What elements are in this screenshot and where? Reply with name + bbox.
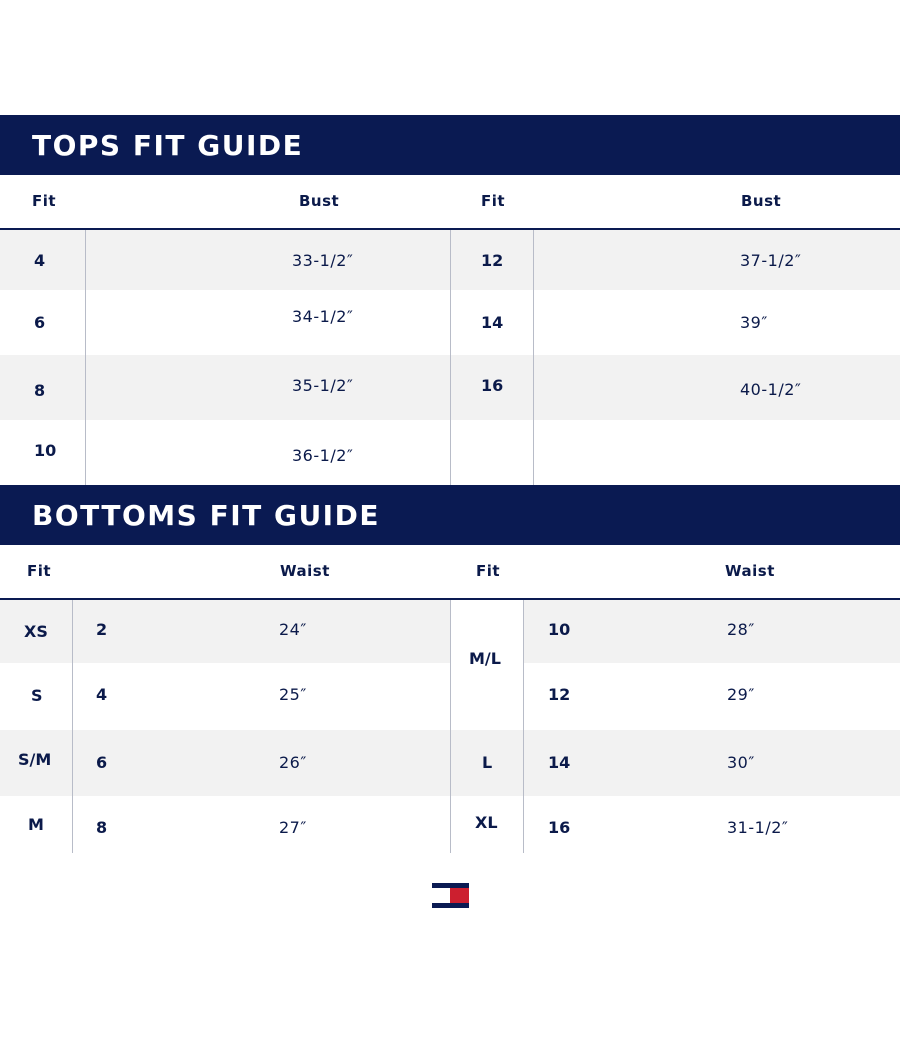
bottoms-fit-cell: M bbox=[28, 815, 44, 834]
tops-header-bust-right: Bust bbox=[741, 192, 782, 210]
tops-bust-cell: 39″ bbox=[740, 313, 768, 332]
bottoms-header-waist-left: Waist bbox=[280, 562, 330, 580]
bottoms-fit-cell: M/L bbox=[469, 649, 501, 668]
tops-fit-cell: 10 bbox=[34, 441, 57, 460]
bottoms-waist-cell: 26″ bbox=[279, 753, 307, 772]
bottoms-fit-cell: XS bbox=[24, 622, 48, 641]
bottoms-waist-cell: 31-1/2″ bbox=[727, 818, 789, 837]
tops-header-bust-left: Bust bbox=[299, 192, 340, 210]
bottoms-size-cell: 10 bbox=[548, 620, 571, 639]
bottoms-size-cell: 6 bbox=[96, 753, 108, 772]
bottoms-size-cell: 2 bbox=[96, 620, 108, 639]
bottoms-waist-cell: 28″ bbox=[727, 620, 755, 639]
tops-fit-cell: 8 bbox=[34, 381, 46, 400]
bottoms-fit-cell: XL bbox=[475, 813, 498, 832]
bottoms-waist-cell: 25″ bbox=[279, 685, 307, 704]
tops-title: TOPS FIT GUIDE bbox=[0, 115, 900, 175]
flag-logo-icon bbox=[432, 883, 469, 908]
tops-bust-cell: 33-1/2″ bbox=[292, 251, 354, 270]
bottoms-size-cell: 14 bbox=[548, 753, 571, 772]
tops-fit-cell: 14 bbox=[481, 313, 504, 332]
tops-bust-cell: 35-1/2″ bbox=[292, 376, 354, 395]
tops-bust-cell: 40-1/2″ bbox=[740, 380, 802, 399]
tops-header-row bbox=[0, 175, 900, 230]
bottoms-header-waist-right: Waist bbox=[725, 562, 775, 580]
bottoms-fit-cell: S/M bbox=[18, 750, 52, 769]
bottoms-fit-cell: S bbox=[31, 686, 43, 705]
bottoms-waist-cell: 27″ bbox=[279, 818, 307, 837]
tops-bust-cell: 36-1/2″ bbox=[292, 446, 354, 465]
tops-fit-cell: 4 bbox=[34, 251, 46, 270]
bottoms-size-cell: 12 bbox=[548, 685, 571, 704]
bottoms-waist-cell: 30″ bbox=[727, 753, 755, 772]
bottoms-divider-1 bbox=[72, 600, 73, 853]
bottoms-title: BOTTOMS FIT GUIDE bbox=[0, 485, 900, 545]
bottoms-waist-cell: 29″ bbox=[727, 685, 755, 704]
tops-bust-cell: 37-1/2″ bbox=[740, 251, 802, 270]
tops-fit-cell: 16 bbox=[481, 376, 504, 395]
bottoms-header-row bbox=[0, 545, 900, 600]
tops-divider-2 bbox=[450, 230, 451, 485]
tops-header-fit-right: Fit bbox=[481, 192, 506, 210]
bottoms-fit-cell: L bbox=[482, 753, 493, 772]
flag-red-block bbox=[450, 888, 469, 903]
tops-fit-cell: 6 bbox=[34, 313, 46, 332]
bottoms-header-fit-left: Fit bbox=[27, 562, 52, 580]
bottoms-size-cell: 4 bbox=[96, 685, 108, 704]
tops-fit-cell: 12 bbox=[481, 251, 504, 270]
tops-header-fit-left: Fit bbox=[32, 192, 57, 210]
tops-divider-3 bbox=[533, 230, 534, 485]
bottoms-size-cell: 16 bbox=[548, 818, 571, 837]
bottoms-waist-cell: 24″ bbox=[279, 620, 307, 639]
tops-bust-cell: 34-1/2″ bbox=[292, 307, 354, 326]
tops-divider-1 bbox=[85, 230, 86, 485]
bottoms-size-cell: 8 bbox=[96, 818, 108, 837]
bottoms-header-fit-right: Fit bbox=[476, 562, 501, 580]
bottoms-divider-3 bbox=[523, 600, 524, 853]
bottoms-divider-2 bbox=[450, 600, 451, 853]
